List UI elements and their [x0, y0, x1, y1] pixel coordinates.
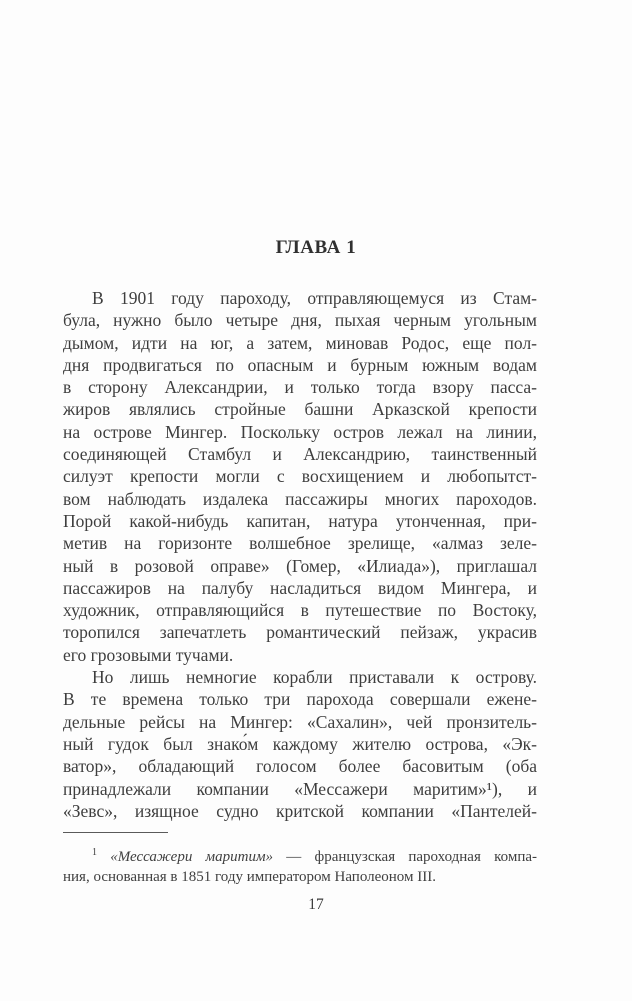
text-line: Но лишь немногие корабли приставали к острову.	[92, 667, 537, 688]
text-line: дельные рейсы на Мингер: «Сахалин», чей пронзитель-	[63, 711, 537, 732]
text-line: его грозовыми тучами.	[63, 644, 234, 665]
footnote-text: — французская пароходная компа-	[273, 849, 538, 866]
paragraph-1	[63, 287, 537, 666]
text-line: Порой какой-нибудь капитан, натура утонченная, при-	[63, 510, 537, 531]
text-line: принадлежали компании «Мессажери маритим»¹), и	[63, 778, 537, 799]
text-line: дымом, идти на юг, а затем, миновав Родос, еще пол-	[63, 332, 537, 353]
footnote-separator-rule	[63, 832, 168, 833]
text-line: жиров являлись стройные башни Арказской крепости	[63, 399, 537, 420]
text-line: в сторону Александрии, и только тогда взору пасса-	[63, 377, 537, 398]
footnote-line-1	[63, 847, 537, 867]
text-line: ватор», обладающий голосом более басовитым (оба	[63, 756, 537, 777]
text-line: дня продвигаться по опасным и бурным южным водам	[63, 354, 537, 375]
text-line: соединяющей Стамбул и Александрию, таинственный	[63, 444, 537, 465]
text-line: В 1901 году пароходу, отправляющемуся из Стам-	[92, 288, 537, 308]
paragraph-2	[63, 666, 537, 822]
text-line: була, нужно было четыре дня, пыхая черным угольным	[63, 310, 537, 331]
text-line: метив на горизонте волшебное зрелище, «алмаз зеле-	[63, 533, 537, 554]
text-line: ный в розовой оправе» (Гомер, «Илиада»), приглашал	[63, 555, 537, 576]
text-line: силуэт крепости могли с восхищением и любопытст-	[63, 466, 537, 487]
text-line: ный гудок был знако́м каждому жителю острова, «Эк-	[63, 733, 537, 754]
chapter-heading: ГЛАВА 1	[275, 237, 357, 258]
body-text	[63, 287, 537, 822]
footnote-line-2: ния, основанная в 1851 году императором Наполеоном III.	[63, 869, 437, 886]
footnote-marker: 1	[92, 847, 97, 859]
text-line: В те времена только три парохода совершали ежене-	[63, 689, 537, 710]
footnote	[63, 832, 537, 887]
footnote-term: «Мессажери маритим»	[110, 849, 274, 866]
text-line: «Зевс», изящное судно критской компании «Пантелей-	[63, 800, 537, 821]
text-line: на острове Мингер. Поскольку остров лежал на линии,	[63, 421, 537, 442]
text-line: художник, отправляющийся в путешествие по Востоку,	[63, 600, 537, 621]
text-line: пассажиров на палубу насладиться видом Мингера, и	[63, 577, 537, 598]
text-line: торопился запечатлеть романтический пейзаж, украсив	[63, 622, 537, 643]
page-number: 17	[308, 896, 324, 914]
text-line: вом наблюдать издалека пассажиры многих пароходов.	[63, 488, 537, 509]
